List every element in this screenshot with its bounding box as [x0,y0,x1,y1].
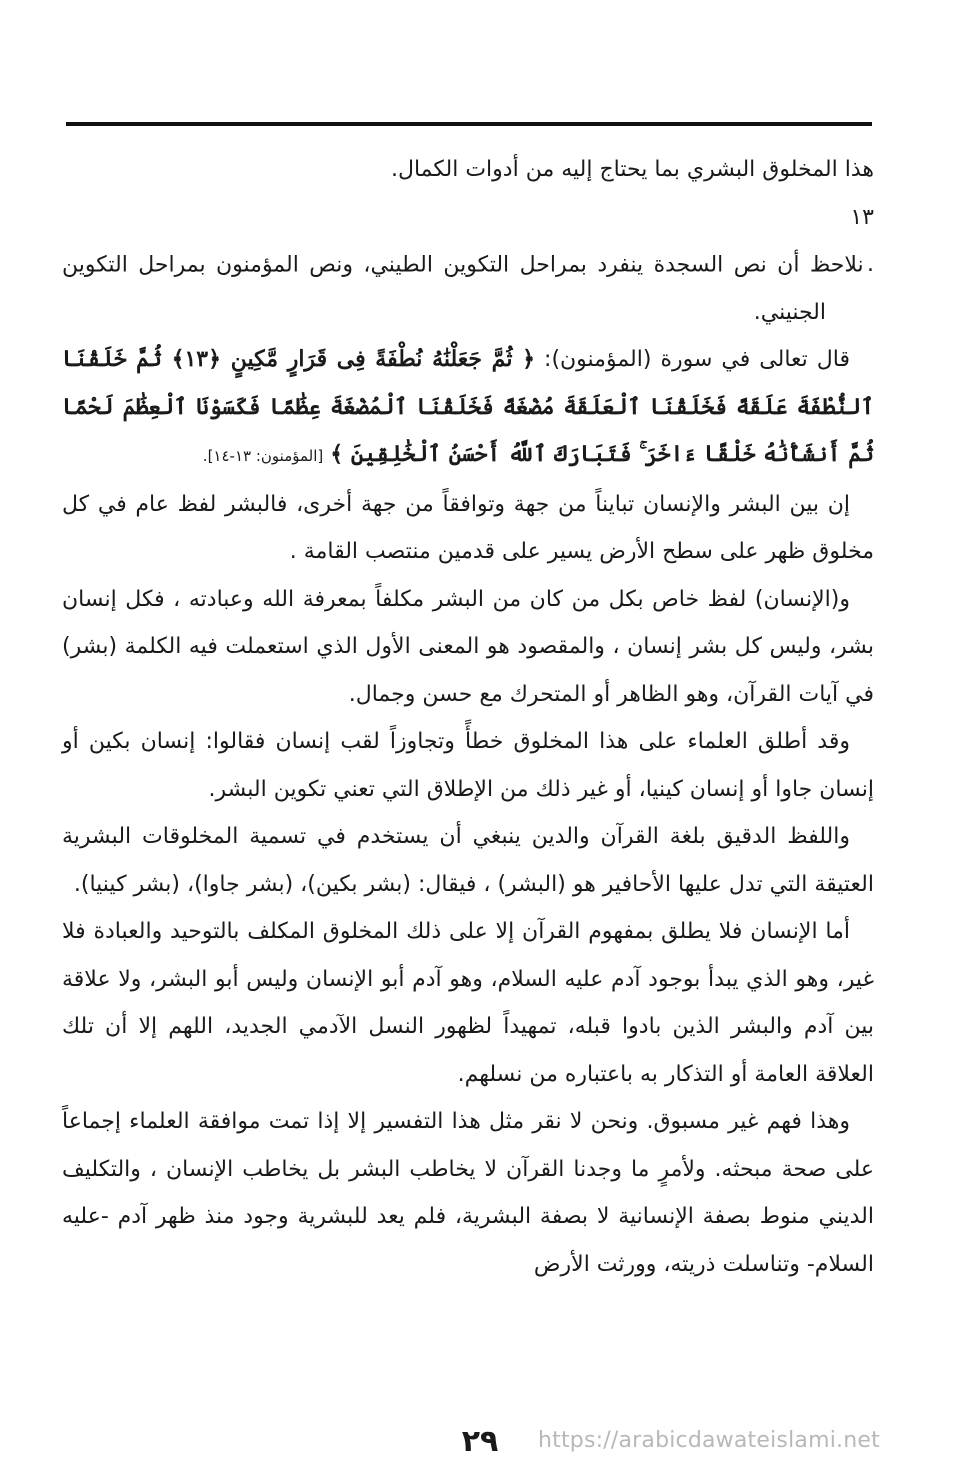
paragraph: واللفظ الدقيق بلغة القرآن والدين ينبغي أن يستخدم في تسمية المخلوقات البشرية العتيقة التي تدل عليها الأحافير هو (البشر) ، فيقال: (بشر بكين)، (بشر جاوا)، (بشر كينيا). [62,824,874,897]
paragraph-intro: هذا المخلوق البشري بما يحتاج إليه من أدوات الكمال. [390,157,874,182]
header-rule [66,122,872,126]
paragraph: أما الإنسان فلا يطلق بمفهوم القرآن إلا على ذلك المخلوق المكلف بالتوحيد والعبادة فلا غير، وهو الذي يبدأ بوجود آدم عليه السلام، وهو آدم أبو الإنسان وليس أبو البشر، ولا علاقة بين آدم والبشر الذين بادوا قبله، تمهيداً لظهور النسل الآدمي الجديد، اللهم إلا أن تلك العلاقة العامة أو التذكار به باعتباره من نسلهم. [62,919,874,1087]
paragraph: وقد أطلق العلماء على هذا المخلوق خطأً وتجاوزاً لقب إنسان فقالوا: إنسان بكين أو إنسان جاوا أو إنسان كينيا، أو غير ذلك من الإطلاق التي تعني تكوين البشر. [62,729,874,802]
item-text: نلاحظ أن نص السجدة ينفرد بمراحل التكوين الطيني، ونص المؤمنون بمراحل التكوين الجنيني. [62,252,864,325]
quran-reference: [المؤمنون: ١٣-١٤]. [202,447,324,465]
watermark-url: https://arabicdawateislami.net [538,1428,880,1453]
body-text [62,146,874,1288]
paragraph-numbered: ١٣ . نلاحظ أن نص السجدة ينفرد بمراحل التكوين الطيني، ونص المؤمنون بمراحل التكوين الجنيني. [62,204,874,325]
quran-verse: ﴿ ثُمَّ جَعَلْنَٰهُ نُطْفَةً فِى قَرَارٍ مَّكِينٍ ﴿١٣﴾ ثُمَّ خَلَقْنَا ٱلنُّطْفَةَ عَلَقَةً فَخَلَقْنَا ٱلْعَلَقَةَ مُضْغَةً فَخَلَقْنَا ٱلْمُضْغَةَ عِظَٰمًا فَكَسَوْنَا ٱلْعِظَٰمَ لَحْمًا ثُمَّ أَنشَأْنَٰهُ خَلْقًا ءَاخَرَ ۚ فَتَبَارَكَ ٱللَّهُ أَحْسَنُ ٱلْخَٰلِقِينَ ﴾ [62,346,874,467]
paragraph-quran [62,336,874,481]
paragraph: إن بين البشر والإنسان تبايناً من جهة وتوافقاً من جهة أخرى، فالبشر لفظ عام في كل مخلوق ظهر على سطح الأرض يسير على قدمين منتصب القامة . [62,491,874,564]
paragraph: و(الإنسان) لفظ خاص بكل من كان من البشر مكلفاً بمعرفة الله وعبادته ، فكل إنسان بشر، وليس كل بشر إنسان ، والمقصود هو المعنى الأول الذي استعملت فيه الكلمة (بشر) في آيات القرآن، وهو الظاهر أو المتحرك مع حسن وجمال. [62,586,874,707]
quran-intro: قال تعالى في سورة (المؤمنون): [535,347,850,372]
page-number: ٢٩ [461,1424,499,1459]
paragraph: وهذا فهم غير مسبوق. ونحن لا نقر مثل هذا التفسير إلا إذا تمت موافقة العلماء إجماعاً على صحة مبحثه. ولأمرٍ ما وجدنا القرآن لا يخاطب البشر بل يخاطب الإنسان ، والتكليف الديني منوط بصفة الإنسانية لا بصفة البشرية، فلم يعد للبشرية وجود منذ ظهر آدم -عليه السلام- وتناسلت ذريته، وورثت الأرض [62,1109,874,1277]
